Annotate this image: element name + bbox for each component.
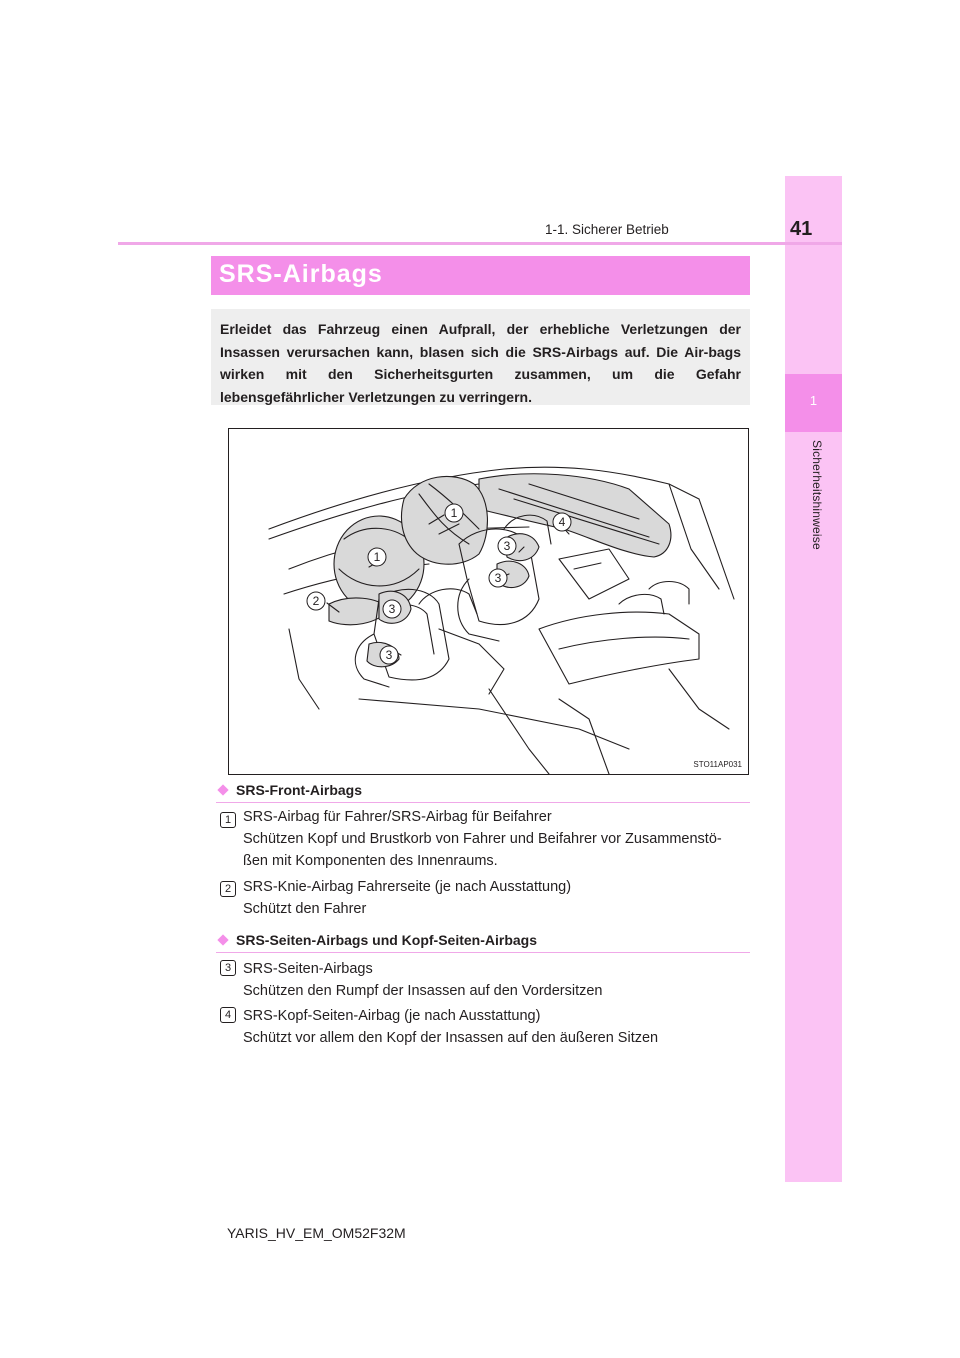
item-number-badge: 1 xyxy=(220,812,236,828)
item-title: SRS-Seiten-Airbags xyxy=(243,961,373,977)
diamond-bullet-icon xyxy=(217,784,228,795)
chapter-number: 1 xyxy=(809,393,818,408)
callout-4-curtain: 4 xyxy=(558,515,566,529)
list-item xyxy=(243,1005,753,1049)
callout-3-passenger-side-lower: 3 xyxy=(494,571,502,585)
item-description-cont: ßen mit Komponenten des Innenraums. xyxy=(243,853,498,869)
figure-code: STO11AP031 xyxy=(693,760,742,769)
callout-1-passenger: 1 xyxy=(450,506,458,520)
list-item xyxy=(243,806,753,872)
group-heading-rule xyxy=(216,802,750,803)
intro-text: Erleidet das Fahrzeug einen Aufprall, der erhebliche Verletzungen der Insassen verursachen kann, blasen sich die SRS-Airbags auf. Die Air-bags wirken mit den Sicherheitsgurten zusammen, um die Gefahr lebensgefährlicher Verletzungen zu verringern. xyxy=(220,321,741,405)
item-description: Schützt vor allem den Kopf der Insassen auf den äußeren Sitzen xyxy=(243,1030,659,1046)
item-description: Schützen Kopf und Brustkorb von Fahrer und Beifahrer vor Zusammenstö- xyxy=(243,831,722,847)
item-number-badge: 4 xyxy=(220,1007,236,1023)
page-number: 41 xyxy=(790,218,813,240)
callout-3-driver-lower: 3 xyxy=(385,648,393,662)
item-number-badge: 2 xyxy=(220,881,236,897)
callout-1-driver: 1 xyxy=(373,550,381,564)
callout-2-knee: 2 xyxy=(312,594,320,608)
chapter-label: Sicherheitshinweise xyxy=(810,440,824,550)
item-title: SRS-Kopf-Seiten-Airbag (je nach Ausstattung) xyxy=(243,1008,541,1024)
callout-3-driver-side: 3 xyxy=(388,602,396,616)
callout-3-passenger-side-upper: 3 xyxy=(503,539,511,553)
list-item xyxy=(243,958,753,1002)
group-heading-side-text: SRS-Seiten-Airbags und Kopf-Seiten-Airbags xyxy=(236,932,538,948)
car-interior-drawing xyxy=(229,429,748,774)
item-title: SRS-Knie-Airbag Fahrerseite (je nach Ausstattung) xyxy=(243,879,572,895)
side-tab xyxy=(785,176,842,1182)
group-heading-front xyxy=(216,782,362,798)
section-header: 1-1. Sicherer Betrieb xyxy=(545,222,669,237)
group-heading-front-text: SRS-Front-Airbags xyxy=(236,782,362,798)
title-banner xyxy=(211,256,750,295)
list-item xyxy=(243,876,753,920)
intro-box xyxy=(211,309,750,405)
item-description: Schützen den Rumpf der Insassen auf den Vordersitzen xyxy=(243,983,603,999)
item-description: Schützt den Fahrer xyxy=(243,901,367,917)
diamond-bullet-icon xyxy=(217,934,228,945)
airbag-illustration xyxy=(228,428,749,775)
group-heading-side xyxy=(216,932,537,948)
item-title: SRS-Airbag für Fahrer/SRS-Airbag für Beifahrer xyxy=(243,809,552,825)
item-number-badge: 3 xyxy=(220,960,236,976)
page-title: SRS-Airbags xyxy=(219,260,383,288)
footer-doc-code: YARIS_HV_EM_OM52F32M xyxy=(227,1225,406,1241)
header-rule xyxy=(118,242,842,245)
group-heading-rule xyxy=(216,952,750,953)
